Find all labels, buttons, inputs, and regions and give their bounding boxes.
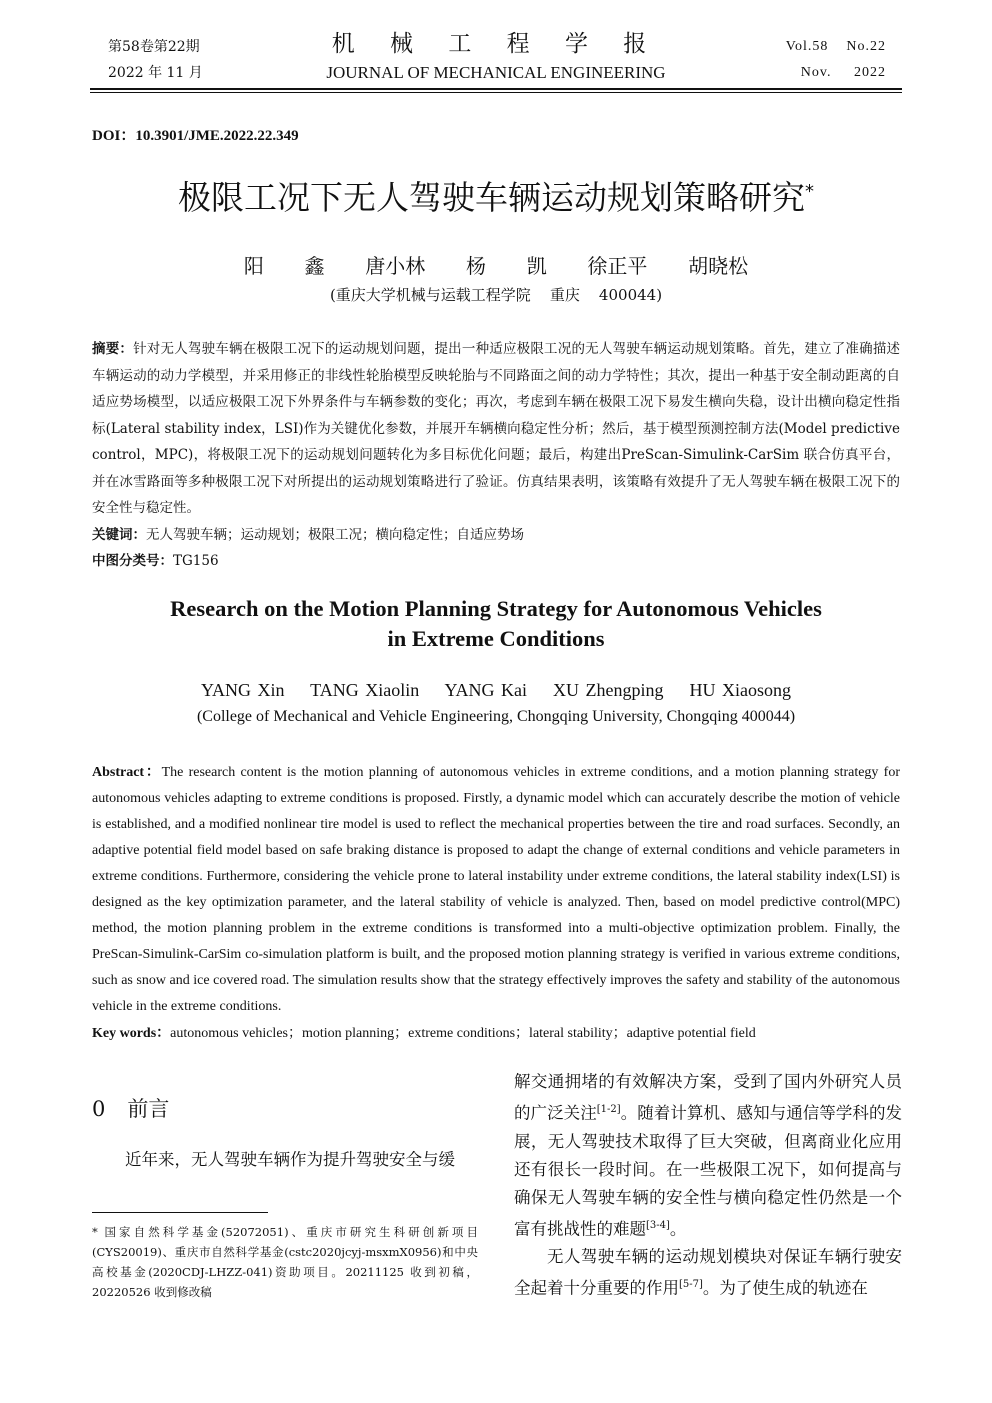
p1-text-b: 。随着计算机、感知与通信等学科的发展，无人驾驶技术取得了巨大突破，但离商业化应用还有很长一段时间。在一些极限工况下，如何提高与确保无人驾驶车辆的安全性与横向稳定性仍然是一个富有挑战性的难题 — [514, 1103, 903, 1238]
abstract-en-label: Abstract： — [92, 765, 162, 780]
date-en: Nov. 2022 — [800, 65, 886, 80]
authors-en: YANG Xin TANG Xiaolin YANG Kai XU Zhengping HU Xiaosong — [200, 680, 791, 700]
doi: DOI：10.3901/JME.2022.22.349 — [92, 128, 299, 144]
journal-name-cn: 机 械 工 程 学 报 — [331, 31, 661, 57]
keywords-cn-label: 关键词： — [92, 526, 146, 543]
authors-cn: 阳 鑫 唐小林 杨 凯 徐正平 胡晓松 — [243, 254, 749, 278]
keywords-en-label: Key words： — [92, 1026, 171, 1041]
title-en-line2: in Extreme Conditions — [387, 626, 605, 651]
citation-ref: [1-2] — [596, 1104, 621, 1115]
p1-text-c: 。 — [669, 1219, 687, 1238]
clc-number — [92, 548, 900, 575]
paper-title-en — [0, 594, 992, 654]
citation-ref: [3-4] — [646, 1219, 670, 1231]
volume-issue-en: Vol.58 No.22 — [785, 39, 886, 54]
intro-paragraph-1 — [514, 1068, 902, 1243]
volume-issue-cn: 第58卷第22期 — [108, 39, 200, 55]
keywords-cn — [92, 522, 900, 549]
header-left — [108, 34, 203, 86]
journal-name-en: JOURNAL OF MECHANICAL ENGINEERING — [326, 63, 666, 82]
abstract-cn-body — [92, 336, 900, 522]
keywords-en — [92, 1022, 900, 1042]
clc-label: 中图分类号： — [92, 553, 173, 569]
header-right — [786, 34, 886, 86]
abstract-cn — [92, 336, 900, 575]
date-cn: 2022 年 11 月 — [108, 65, 203, 81]
abstract-en-text: The research content is the motion planning of autonomous vehicles in extreme conditions, and a motion planning strategy for autonomous vehicles adapting to extreme conditions is proposed. Firstly, a dynamic model which can accurately describe the motion of vehicle is established, and a modified nonlinear tire model is used to reflect the mechanical properties between the tire and road surfaces. Secondly, an adaptive potential field model based on safe braking distance is proposed to adapt the change of external conditions and vehicle parameters in extreme conditions. Furthermore, considering the vehicle prone to lateral instability under extreme conditions, the lateral stability index(LSI) is designed as the key optimization parameter, and the lateral stability of vehicle is analyzed. Then, based on model predictive control(MPC) method, the motion planning problem in the extreme conditions is transformed into a multi-objective optimization problem. Finally, the PreScan-Simulink-CarSim co-simulation platform is built, and the proposed motion planning strategy is verified in various extreme conditions, such as snow and ice covered road. The simulation results show that the strategy effectively improves the safety and stability of the autonomous vehicle in the extreme conditions. — [92, 765, 900, 1014]
citation-ref: [5-7] — [679, 1279, 703, 1290]
abstract-en — [92, 760, 900, 1020]
p2-text-b: 。为了使生成的轨迹在 — [702, 1278, 868, 1298]
title-cn-text: 极限工况下无人驾驶车辆运动规划策略研究 — [178, 178, 805, 217]
intro-paragraph-start: 近年来，无人驾驶车辆作为提升驾驶安全与缓 — [125, 1150, 455, 1169]
section-title: 前言 — [127, 1097, 170, 1121]
p1-text-a: 解交通拥堵的有效解决方案，受到了国内外研究人员的广泛关注 — [514, 1072, 902, 1123]
right-column — [514, 1068, 902, 1303]
footnote-rule — [92, 1212, 268, 1213]
title-footnote-mark: * — [805, 181, 814, 202]
p2-text-a: 无人驾驶车辆的运动规划模块对保证车辆行驶安全起着十分重要的作用 — [514, 1247, 902, 1298]
keywords-cn-text: 无人驾驶车辆；运动规划；极限工况；横向稳定性；自适应势场 — [146, 526, 524, 543]
header-center — [280, 28, 712, 86]
intro-paragraph-2 — [514, 1243, 902, 1303]
abstract-cn-label: 摘要： — [92, 341, 134, 357]
header-rule-thick — [90, 88, 902, 90]
affiliation-cn: (重庆大学机械与运载工程学院 重庆 400044) — [329, 286, 663, 304]
affiliation-en: (College of Mechanical and Vehicle Engineering, Chongqing University, Chongqing 400044) — [196, 708, 796, 725]
clc-value: TG156 — [173, 553, 219, 569]
abstract-cn-text: 针对无人驾驶车辆在极限工况下的运动规划问题，提出一种适应极限工况的无人驾驶车辆运动规划策略。首先，建立了准确描述车辆运动的动力学模型，并采用修正的非线性轮胎模型反映轮胎与不同路面之间的动力学特性；其次，提出一种基于安全制动距离的自适应势场模型，以适应极限工况下外界条件与车辆参数的变化；再次，考虑到车辆在极限工况下易发生横向失稳，设计出横向稳定性指标(Lateral stability index，LSI)作为关键优化参数，并展开车辆横向稳定性分析；然后，基于模型预测控制方法(Model predictive control，MPC)，将极限工况下的运动规划问题转化为多目标优化问题；最后，构建出PreScan-Simulink-CarSim 联合仿真平台，并在冰雪路面等多种极限工况下对所提出的运动规划策略进行了验证。仿真结果表明，该策略有效提升了无人驾驶车辆在极限工况下的安全性与稳定性。 — [92, 341, 901, 516]
section-heading — [92, 1093, 169, 1123]
paper-title-cn — [0, 172, 992, 219]
title-en-line1: Research on the Motion Planning Strategy for Autonomous Vehicles — [170, 596, 822, 621]
header-rule-thin — [90, 92, 902, 93]
keywords-en-text: autonomous vehicles；motion planning；extreme conditions；lateral stability；adaptive potential field — [170, 1026, 756, 1041]
section-number: 0 — [92, 1097, 106, 1121]
funding-footnote: * 国家自然科学基金(52072051)、重庆市研究生科研创新项目(CYS20019)、重庆市自然科学基金(cstc2020jcyj-msxmX0956)和中央高校基金(2020CDJ-LHZZ-041)资助项目。20211125 收到初稿，20220526 收到修改稿 — [92, 1225, 478, 1299]
